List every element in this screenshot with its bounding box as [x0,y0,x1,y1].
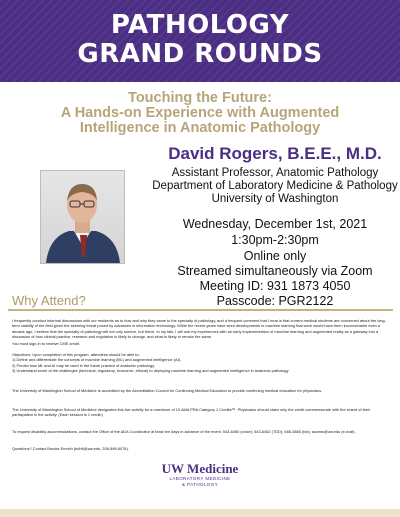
disability-paragraph: To request disability accommodations, contact the Office of the ADA Coordinator at least ten days in advance of the event: 543-6450 (voice); 543-6452 (TDD); 685-3885 (fax); access@uw.edu (e-mail). [12,429,356,434]
event-stream: Streamed simultaneously via Zoom [177,264,373,278]
banner-title-line1: PATHOLOGY [110,10,290,40]
event-mode: Online only [243,249,307,263]
objective-item: 2) Predict how ML and AI may be used in the future practice of anatomic pathology. [12,362,155,368]
speaker-photo [40,170,125,264]
speaker-institution: University of Washington [211,193,339,205]
speaker-name: David Rogers, B.E.E., M.D. [168,144,382,163]
zoom-passcode: Passcode: PGR2122 [216,294,334,308]
event-date: Wednesday, December 1st, 2021 [182,217,368,231]
intro-paragraph: I frequently conduct informal discussions with our residents as to how and why they came to the specialty of pathology, and a frequent comment that I hear is that current medical students are concerned about the long-term viability of the field given the seeming threat posed by advances in information technology. While the recent years have seen developments in machine learning that were would have been inconceivable even a decade ago, I believe that the specialty of pathology will not only survive, but thrive. In my talk, I will use my experiences with an early implementation of machine learning and augmented reality as a gateway into a discussion of how clinical practice, research and regulation is likely to change, and what is likely to remain the same. [12,318,386,340]
speaker-department: Department of Laboratory Medicine & Pathology [152,180,398,192]
objectives-heading: Objectives: Upon completion of this program, attendees should be able to: [12,352,140,357]
objective-item: 3) Understand some of the challenges (technical, regulatory, economic, ethical) to deploying machine learning and augmented intelligence in anatomic pathology [12,368,289,374]
banner-title-line2: GRAND ROUNDS [77,39,323,69]
talk-title-line3: Intelligence in Anatomic Pathology [79,120,321,136]
speaker-position: Assistant Professor, Anatomic Pathology [171,167,379,179]
uw-logo-subtitle-line2: & PATHOLOGY [182,482,218,487]
zoom-meeting-id: Meeting ID: 931 1873 4050 [199,279,351,293]
accreditation-paragraph: The University of Washington School of Medicine is accredited by the Accreditation Council for Continuing Medical Education to provide continuing medical education for physicians. [12,388,323,393]
section-divider [8,309,393,311]
credit-designation-paragraph: The University of Washington School of Medicine designates this live activity for a maximum of 10 AMA PRA Category 1 Credits™. Physicians should claim only the credit commensurate with the extent of their participation in the activity. (Each session is 1 credit.) [12,407,371,418]
event-time: 1:30pm-2:30pm [231,233,319,247]
uw-logo-subtitle-line1: LABORATORY MEDICINE [169,476,231,481]
talk-title-line1: Touching the Future: [128,90,272,106]
cme-signin-note: You must sign-in to receive CME credit. [12,341,80,346]
footer-band [0,509,400,517]
why-attend-heading: Why Attend? [12,293,90,308]
uw-medicine-logo: UW Medicine [161,461,239,476]
talk-title-line2: A Hands-on Experience with Augmented [60,105,340,121]
objective-item: 1) Define and differentiate the concepts of machine learning (ML) and augmented intelligence (AI). [12,357,182,363]
objectives-block [12,352,390,374]
questions-contact: Questions? Contact Brooke Emrich (bdh6@uw.edu, 206-598-6078). [12,446,129,451]
header-banner [0,0,400,82]
